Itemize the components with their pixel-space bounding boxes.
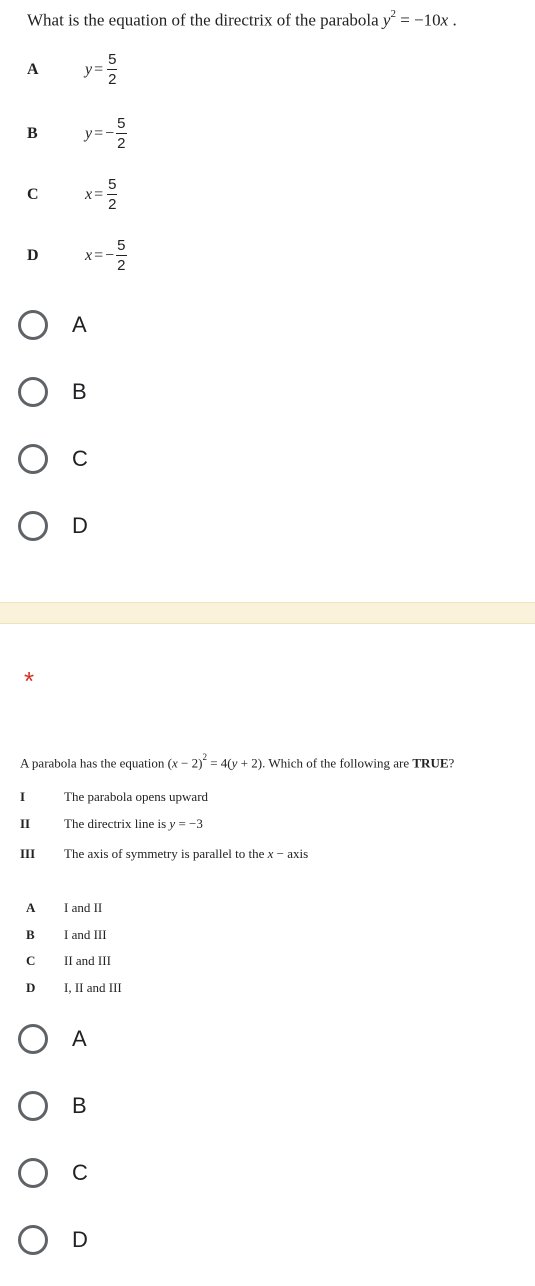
- expr-var: x: [85, 246, 93, 264]
- eq-part: (: [167, 755, 172, 771]
- statement-text-prefix: The directrix line is: [64, 816, 170, 831]
- option-letter: C: [27, 185, 39, 203]
- statement-rest: = −3: [175, 816, 203, 831]
- expr-eq: =: [94, 246, 104, 264]
- stem-prefix: A parabola has the equation: [20, 755, 168, 771]
- expr-eq: =: [94, 185, 104, 203]
- radio-label[interactable]: B: [72, 379, 87, 404]
- eq-var-x: x: [172, 755, 178, 771]
- denominator: 2: [108, 71, 117, 88]
- fraction: [107, 52, 117, 87]
- radio-label[interactable]: D: [72, 1227, 88, 1252]
- equation-var: y: [382, 10, 391, 30]
- numerator: 5: [117, 237, 126, 254]
- equation-end: .: [448, 10, 457, 30]
- equation-rhs-var: x: [440, 10, 449, 30]
- true-keyword: TRUE: [412, 755, 449, 771]
- radio-label[interactable]: A: [72, 1026, 87, 1051]
- question-2-stem: [20, 754, 454, 771]
- expr-sign: −: [105, 246, 115, 264]
- q1-option-b: [27, 116, 127, 151]
- option-expression: [85, 177, 117, 212]
- option-expression: [85, 52, 117, 87]
- radio-label[interactable]: A: [72, 312, 87, 337]
- option-letter: C: [26, 953, 36, 968]
- statement-text-prefix: The axis of symmetry is parallel to the: [64, 846, 268, 861]
- q1-radio-b[interactable]: [18, 372, 87, 412]
- radio-label[interactable]: D: [72, 513, 88, 538]
- expr-eq: =: [94, 60, 104, 78]
- eq-var-y: y: [231, 755, 238, 771]
- statement-var: y: [169, 816, 176, 831]
- option-letter: B: [27, 124, 38, 142]
- numerator: 5: [117, 115, 126, 132]
- statement-text: [64, 846, 308, 862]
- radio-label[interactable]: C: [72, 446, 88, 471]
- eq-part: = 4(: [206, 755, 232, 771]
- fraction: [107, 177, 117, 212]
- question-1-text: What is the equation of the directrix of the parabola: [27, 10, 383, 30]
- radio-circle-icon[interactable]: [18, 511, 48, 541]
- option-letter: A: [27, 60, 39, 78]
- radio-circle-icon[interactable]: [18, 444, 48, 474]
- radio-circle-icon[interactable]: [18, 1024, 48, 1054]
- option-letter: D: [26, 980, 36, 995]
- denominator: 2: [108, 196, 117, 213]
- statement-numeral: II: [20, 816, 31, 831]
- q2-radio-a[interactable]: [18, 1019, 87, 1059]
- option-text: I and II: [64, 900, 103, 915]
- fraction: [116, 116, 126, 151]
- statement-var: x: [267, 846, 274, 861]
- q1-option-a: [27, 52, 117, 87]
- question-1-stem: [27, 10, 457, 31]
- q2-option-d: [20, 980, 122, 996]
- option-letter: D: [27, 246, 39, 264]
- option-text: I and III: [64, 927, 107, 942]
- statement-iii: [20, 846, 308, 862]
- statement-numeral: I: [20, 789, 26, 804]
- radio-circle-icon[interactable]: [18, 1091, 48, 1121]
- expr-var: x: [85, 185, 93, 203]
- radio-label[interactable]: C: [72, 1160, 88, 1185]
- denominator: 2: [117, 257, 126, 274]
- equation-rhs: = −10: [395, 10, 441, 30]
- q1-radio-d[interactable]: [18, 506, 88, 546]
- statement-text: The parabola opens upward: [64, 789, 209, 804]
- stem-end: ?: [448, 755, 455, 771]
- denominator: 2: [117, 135, 126, 152]
- option-letter: A: [26, 900, 36, 915]
- eq-part: + 2): [237, 755, 263, 771]
- radio-label[interactable]: B: [72, 1093, 87, 1118]
- eq-part: − 2): [177, 755, 203, 771]
- q1-radio-c[interactable]: [18, 439, 88, 479]
- statement-ii: [20, 816, 203, 832]
- q1-option-c: [27, 177, 117, 212]
- statement-text: [64, 816, 203, 832]
- expr-var: y: [85, 124, 93, 142]
- q2-radio-c[interactable]: [18, 1153, 88, 1193]
- option-text: I, II and III: [64, 980, 122, 995]
- equation-exponent: 2: [390, 8, 396, 20]
- stem-suffix: . Which of the following are: [262, 755, 413, 771]
- q2-option-c: [20, 953, 111, 969]
- expr-sign: −: [105, 124, 115, 142]
- expr-var: y: [85, 60, 93, 78]
- radio-circle-icon[interactable]: [18, 1225, 48, 1255]
- q1-radio-a[interactable]: [18, 305, 87, 345]
- required-marker: *: [24, 666, 35, 696]
- option-letter: B: [26, 927, 35, 942]
- q2-option-a: [20, 900, 102, 916]
- radio-circle-icon[interactable]: [18, 310, 48, 340]
- q2-radio-b[interactable]: [18, 1086, 87, 1126]
- option-expression: [85, 116, 127, 151]
- option-expression: [85, 238, 127, 273]
- statement-rest: − axis: [273, 846, 309, 861]
- q2-radio-d[interactable]: [18, 1220, 88, 1260]
- q2-option-b: [20, 927, 107, 943]
- statement-numeral: III: [20, 846, 36, 861]
- statement-i: [20, 789, 208, 805]
- radio-circle-icon[interactable]: [18, 1158, 48, 1188]
- numerator: 5: [108, 176, 117, 193]
- option-text: II and III: [64, 953, 111, 968]
- q1-option-d: [27, 238, 127, 273]
- section-divider: [0, 602, 535, 624]
- expr-eq: =: [94, 124, 104, 142]
- eq-exponent: 2: [202, 752, 207, 762]
- radio-circle-icon[interactable]: [18, 377, 48, 407]
- numerator: 5: [108, 51, 117, 68]
- fraction: [116, 238, 126, 273]
